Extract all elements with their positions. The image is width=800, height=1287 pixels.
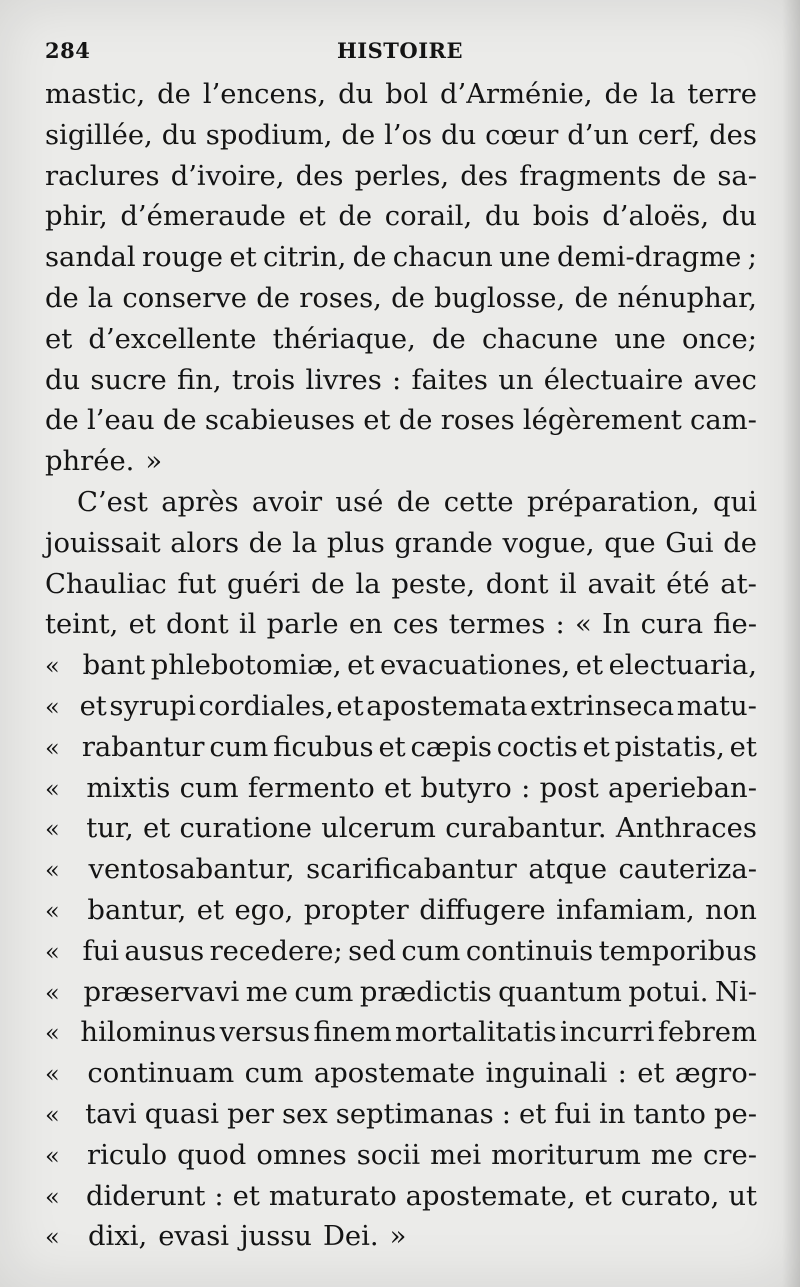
word: finem — [313, 1017, 392, 1049]
word: C’est — [77, 486, 148, 518]
word: phrée. — [45, 446, 135, 478]
text-line — [45, 442, 757, 483]
text-line — [45, 157, 757, 198]
word: teint, — [45, 609, 119, 641]
word: cerf, — [637, 119, 701, 151]
word: dixi, — [88, 1221, 148, 1253]
word: du — [161, 119, 197, 151]
word: livres — [305, 364, 382, 396]
word: ventosabantur, — [88, 854, 295, 886]
word: et — [363, 405, 391, 437]
word: scarificabantur — [306, 854, 517, 886]
word: sandal — [45, 242, 136, 274]
word: cœur — [485, 119, 559, 151]
word: jussu — [240, 1221, 312, 1253]
word: tanto — [633, 1098, 706, 1130]
word: cum — [209, 731, 269, 763]
word: prædictis — [359, 976, 492, 1008]
word: que — [604, 527, 656, 559]
text-line — [45, 361, 757, 402]
word: Ni- — [714, 976, 757, 1008]
word: perles, — [354, 160, 450, 192]
word: in — [598, 1098, 626, 1130]
page-edge-shadow — [782, 0, 800, 1287]
guillemet-mark: « — [45, 692, 60, 721]
word: du — [721, 201, 757, 233]
word: de — [256, 282, 290, 314]
quoted-text-line — [45, 728, 757, 769]
word: usé — [335, 486, 384, 518]
guillemet-mark: « — [45, 1100, 60, 1129]
word: bol — [385, 79, 429, 110]
word: et — [347, 650, 375, 682]
word: cæpis — [410, 731, 492, 763]
word: septimanas — [335, 1098, 494, 1130]
word: quantum — [498, 976, 622, 1008]
word: et — [196, 894, 225, 926]
word: et — [575, 650, 603, 682]
guillemet-mark: « — [45, 978, 60, 1007]
quoted-text-line — [45, 1095, 757, 1136]
word: at- — [720, 568, 757, 600]
word: : — [521, 772, 531, 804]
text-line — [45, 565, 757, 606]
word: continuam — [87, 1058, 235, 1090]
word: et — [336, 690, 364, 722]
word: hilominus — [80, 1017, 217, 1049]
word: parle — [266, 609, 339, 641]
word: une — [614, 323, 666, 355]
text-line — [45, 524, 757, 565]
word: de — [672, 160, 707, 192]
word: et — [637, 1058, 665, 1090]
quoted-text-line — [45, 1054, 757, 1095]
word: ausus — [124, 935, 205, 967]
word: corail, — [384, 201, 473, 233]
word: termes — [448, 609, 546, 641]
word: temporibus — [598, 935, 757, 967]
word: evacuationes, — [379, 650, 571, 682]
word: et — [128, 609, 156, 641]
word: de — [341, 119, 376, 151]
word: et — [584, 1180, 612, 1212]
quoted-text-line — [45, 687, 757, 728]
word: : — [214, 1180, 224, 1212]
word: In — [601, 609, 631, 641]
word: de — [311, 568, 345, 600]
word: Gui — [665, 527, 714, 559]
text-line — [45, 197, 757, 238]
word: curatione — [179, 813, 312, 845]
word: fragments — [519, 160, 662, 192]
word: pe- — [713, 1098, 757, 1130]
word: febrem — [657, 1017, 757, 1049]
word: plus — [326, 527, 385, 559]
word: atque — [528, 854, 608, 886]
word: et — [378, 731, 406, 763]
word: terre — [687, 79, 757, 110]
word: chacune — [481, 323, 599, 355]
word: infamiam, — [556, 894, 695, 926]
word: cum — [244, 1058, 304, 1090]
word: et — [384, 772, 412, 804]
word: été — [666, 568, 710, 600]
word: dont — [166, 609, 229, 641]
word: electuaria, — [608, 650, 757, 682]
word: de — [723, 527, 757, 559]
word: de — [352, 242, 387, 274]
word: mei — [430, 1139, 482, 1171]
word: roses — [440, 405, 515, 437]
word: ; — [747, 242, 757, 274]
word: coctis — [496, 731, 578, 763]
word: me — [245, 976, 288, 1008]
quoted-text-line — [45, 891, 757, 932]
word: recedere; — [209, 935, 343, 967]
guillemet-mark: « — [45, 1060, 60, 1089]
word: buglosse, — [434, 282, 566, 314]
word: apostemate — [313, 1058, 476, 1090]
word: et — [45, 323, 73, 355]
word: » — [145, 446, 163, 478]
word: cette — [443, 486, 514, 518]
word: ulcerum — [321, 813, 436, 845]
word: extrinseca — [530, 690, 675, 722]
word: bant — [82, 650, 146, 682]
word: phir, — [45, 201, 108, 233]
word: maturato — [268, 1180, 397, 1212]
word: et — [582, 731, 610, 763]
word: scabieuses — [204, 405, 356, 437]
quoted-text-line — [45, 973, 757, 1014]
text-line — [45, 238, 757, 279]
word: des — [709, 119, 757, 151]
word: des — [460, 160, 509, 192]
word: cum — [179, 772, 239, 804]
word: et — [229, 242, 257, 274]
word: me — [650, 1139, 694, 1171]
running-header — [45, 38, 755, 68]
word: incurri — [560, 1017, 655, 1049]
word: roses, — [299, 282, 382, 314]
word: sigillée, — [45, 119, 153, 151]
word: cauteriza- — [618, 854, 757, 886]
word: et — [729, 731, 757, 763]
word: et — [519, 1098, 547, 1130]
guillemet-mark: « — [45, 1182, 60, 1211]
word: après — [161, 486, 239, 518]
word: cum — [401, 935, 461, 967]
word: du — [45, 364, 81, 396]
word: de — [162, 405, 197, 437]
word: continuis — [465, 935, 594, 967]
word: socii — [356, 1139, 421, 1171]
word: sex — [282, 1098, 328, 1130]
word: demi-dragme — [556, 242, 742, 274]
word: d’excellente — [88, 323, 257, 355]
text-line — [45, 320, 757, 361]
word: du — [441, 119, 477, 151]
word: : — [392, 364, 402, 396]
word: tur, — [86, 813, 134, 845]
word: fermento — [247, 772, 375, 804]
running-title: HISTOIRE — [336, 38, 464, 63]
word: : — [501, 1098, 511, 1130]
word: vogue, — [502, 527, 595, 559]
word: et — [142, 813, 171, 845]
word: propter — [303, 894, 409, 926]
word: matu- — [676, 690, 757, 722]
word: bantur, — [87, 894, 187, 926]
word: sucre — [90, 364, 167, 396]
word: et — [232, 1180, 260, 1212]
word: électuaire — [543, 364, 684, 396]
body-text — [45, 75, 757, 1258]
word: de — [157, 79, 191, 110]
word: potui. — [628, 976, 709, 1008]
word: de — [45, 282, 79, 314]
word: de — [338, 201, 373, 233]
text-line — [45, 401, 757, 442]
word: mixtis — [86, 772, 171, 804]
guillemet-mark: « — [45, 652, 60, 681]
word: diffugere — [419, 894, 546, 926]
word: avec — [693, 364, 757, 396]
word: conserve — [122, 282, 247, 314]
word: fui — [82, 935, 119, 967]
guillemet-mark: « — [45, 774, 60, 803]
word: quod — [177, 1139, 247, 1171]
text-line — [45, 483, 757, 524]
word: de — [45, 405, 79, 437]
word: fin, — [176, 364, 222, 396]
word: d’un — [567, 119, 629, 151]
quoted-text-line — [45, 1013, 757, 1054]
word: la — [650, 79, 676, 110]
word: un — [498, 364, 534, 396]
word: avait — [587, 568, 656, 600]
word: et — [298, 201, 326, 233]
word: syrupi — [109, 690, 196, 722]
word: pistatis, — [614, 731, 725, 763]
word: cre- — [703, 1139, 757, 1171]
word: la — [88, 282, 114, 314]
word: curato, — [620, 1180, 720, 1212]
text-line — [45, 75, 757, 116]
word: l’eau — [86, 405, 155, 437]
word: de — [396, 486, 431, 518]
quoted-text-line — [45, 769, 757, 810]
word: de — [574, 282, 609, 314]
word: préparation, — [526, 486, 700, 518]
guillemet-mark: « — [45, 1019, 60, 1048]
word: fie- — [713, 609, 757, 641]
word: fut — [177, 568, 217, 600]
word: riculo — [87, 1139, 168, 1171]
word: en — [348, 609, 383, 641]
word: du — [338, 79, 374, 110]
word: mortalitatis — [395, 1017, 557, 1049]
word: du — [484, 201, 521, 233]
word: la — [355, 568, 381, 600]
word: guéri — [227, 568, 301, 600]
word: tavi — [85, 1098, 137, 1130]
word: cura — [640, 609, 704, 641]
word: faites — [411, 364, 488, 396]
guillemet-mark: « — [45, 856, 60, 885]
word: diderunt — [85, 1180, 206, 1212]
word: per — [227, 1098, 274, 1130]
text-line — [45, 116, 757, 157]
word: rouge — [142, 242, 223, 274]
word: « — [574, 609, 592, 641]
word: jouissait — [45, 527, 161, 559]
word: cam- — [689, 405, 757, 437]
guillemet-mark: « — [45, 937, 60, 966]
word: peste, — [391, 568, 476, 600]
word: cum — [294, 976, 354, 1008]
guillemet-mark: « — [45, 815, 60, 844]
word: d’Arménie, — [439, 79, 593, 110]
word: et — [79, 690, 107, 722]
word: ægro- — [674, 1058, 757, 1090]
word: de — [398, 405, 433, 437]
word: il — [238, 609, 257, 641]
word: butyro — [420, 772, 512, 804]
word: la — [292, 527, 318, 559]
word: rabantur — [81, 731, 205, 763]
word: sa- — [717, 160, 757, 192]
word: bois — [532, 201, 590, 233]
word: aperieban- — [608, 772, 757, 804]
word: non — [705, 894, 757, 926]
word: apostemate, — [405, 1180, 576, 1212]
quoted-text-line — [45, 1177, 757, 1218]
word: chacun — [392, 242, 493, 274]
word: raclures — [45, 160, 160, 192]
word: once; — [682, 323, 757, 355]
word: cordiales, — [198, 690, 334, 722]
word: de — [248, 527, 283, 559]
word: nénuphar, — [617, 282, 757, 314]
word: d’aloës, — [602, 201, 710, 233]
word: Chauliac — [45, 568, 167, 600]
word: evasi — [158, 1221, 230, 1253]
word: spodium, — [205, 119, 333, 151]
word: ficubus — [273, 731, 374, 763]
word: sed — [348, 935, 396, 967]
word: omnes — [256, 1139, 347, 1171]
text-line — [45, 605, 757, 646]
word: d’ivoire, — [170, 160, 285, 192]
word: thériaque, — [272, 323, 416, 355]
word: ut — [728, 1180, 757, 1212]
word: ces — [392, 609, 439, 641]
word: dont — [485, 568, 549, 600]
word: citrin, — [262, 242, 347, 274]
word: Anthraces — [615, 813, 757, 845]
guillemet-mark: « — [45, 733, 60, 762]
word: : — [617, 1058, 627, 1090]
word: apostemata — [366, 690, 528, 722]
quoted-text-line — [45, 809, 757, 850]
word: il — [559, 568, 577, 600]
word: une — [499, 242, 551, 274]
word: légèrement — [522, 405, 682, 437]
word: moriturum — [491, 1139, 641, 1171]
page-number: 284 — [45, 38, 91, 63]
word: : — [555, 609, 565, 641]
word: ego, — [234, 894, 294, 926]
quoted-text-line — [45, 1217, 757, 1258]
word: de — [604, 79, 639, 110]
quoted-text-line — [45, 646, 757, 687]
guillemet-mark: « — [45, 1141, 60, 1170]
word: des — [295, 160, 344, 192]
word: l’encens, — [202, 79, 327, 110]
word: fui — [554, 1098, 591, 1130]
word: post — [539, 772, 599, 804]
quoted-text-line — [45, 850, 757, 891]
word: præservavi — [83, 976, 240, 1008]
word: Dei. — [322, 1221, 379, 1253]
guillemet-mark: « — [45, 1223, 60, 1252]
word: de — [391, 282, 425, 314]
quoted-text-line — [45, 1136, 757, 1177]
word: versus — [219, 1017, 311, 1049]
word: mastic, — [45, 79, 146, 110]
text-line — [45, 279, 757, 320]
word: grande — [394, 527, 493, 559]
word: quasi — [144, 1098, 220, 1130]
quoted-text-line — [45, 932, 757, 973]
word: qui — [713, 486, 757, 518]
word: phlebotomiæ, — [150, 650, 342, 682]
word: trois — [231, 364, 296, 396]
word: de — [432, 323, 466, 355]
guillemet-mark: « — [45, 896, 60, 925]
word: alors — [170, 527, 239, 559]
word: curabantur. — [445, 813, 607, 845]
word: inguinali — [485, 1058, 608, 1090]
word: » — [389, 1221, 407, 1253]
word: avoir — [251, 486, 323, 518]
word: l’os — [384, 119, 433, 151]
word: d’émeraude — [120, 201, 286, 233]
